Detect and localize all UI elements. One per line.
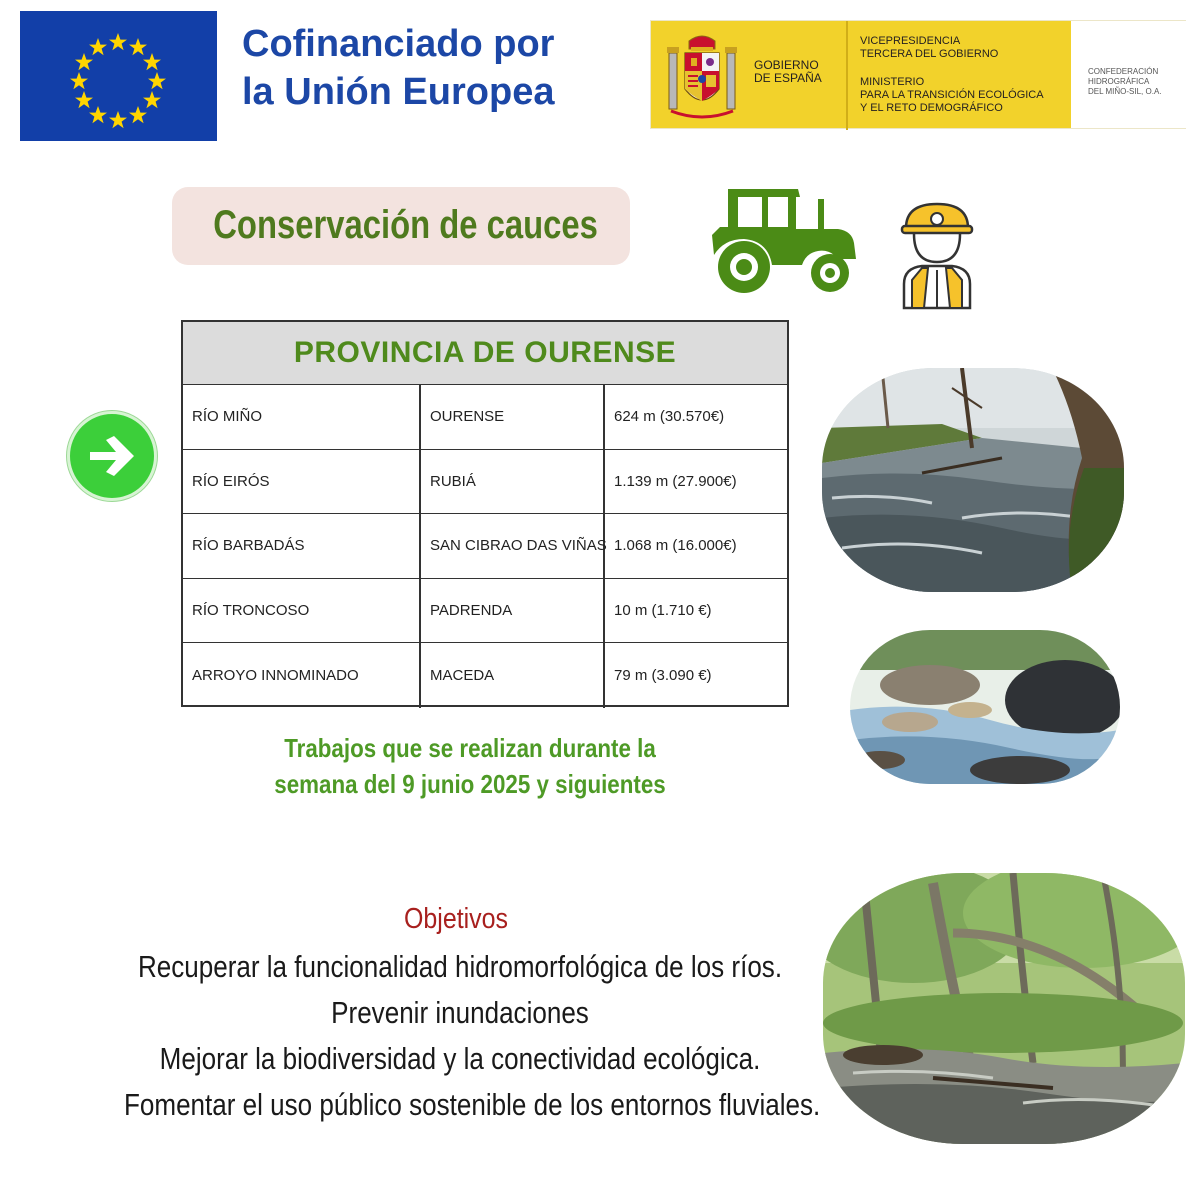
table-header — [183, 322, 787, 385]
extent-cell: 1.139 m (27.900€) — [614, 472, 737, 490]
worker-icon — [898, 200, 976, 310]
conf-line-1: CONFEDERACIÓN — [1088, 67, 1159, 76]
work-schedule-text — [229, 730, 711, 802]
ministry-line-2: PARA LA TRANSICIÓN ECOLÓGICA — [860, 89, 1044, 101]
river-photo-1 — [822, 368, 1124, 592]
gov-name-line-2: DE ESPAÑA — [754, 71, 822, 85]
province-name: PROVINCIA DE OURENSE — [293, 336, 677, 369]
vice-line-2: TERCERA DEL GOBIERNO — [860, 48, 999, 60]
municipality-cell: SAN CIBRAO DAS VIÑAS — [421, 514, 605, 578]
municipality-cell: OURENSE — [421, 385, 605, 449]
eu-stars-icon — [20, 11, 217, 141]
next-arrow-button[interactable] — [67, 411, 157, 501]
table-row — [183, 643, 787, 708]
river-cell: ARROYO INNOMINADO — [183, 643, 421, 708]
page-title: Conservación de cauces — [213, 203, 598, 247]
objective-item: Mejorar la biodiversidad y la conectividad ecológica. — [159, 1041, 761, 1076]
government-banner — [650, 20, 1186, 129]
confederation-box — [1071, 21, 1186, 128]
government-name — [754, 59, 834, 85]
river-cell: RÍO BARBADÁS — [183, 514, 421, 578]
province-table — [181, 320, 789, 707]
ministry-line-3: Y EL RETO DEMOGRÁFICO — [860, 102, 1003, 114]
work-line-1: Trabajos que se realizan durante la — [284, 733, 656, 763]
conf-line-2: HIDROGRÁFICA — [1088, 77, 1150, 86]
gov-name-line-1: GOBIERNO — [754, 58, 819, 72]
table-row — [183, 450, 787, 515]
table-row — [183, 385, 787, 450]
objectives-title: Objetivos — [404, 903, 508, 935]
table-row — [183, 514, 787, 579]
vice-line-1: VICEPRESIDENCIA — [860, 35, 961, 47]
eu-flag — [20, 11, 217, 141]
coat-of-arms-icon — [665, 31, 739, 121]
extent-cell: 10 m (1.710 €) — [614, 602, 712, 620]
municipality-cell: MACEDA — [421, 643, 605, 708]
objectives-list — [60, 944, 860, 1128]
ministry-line-1: MINISTERIO — [860, 76, 925, 88]
eu-cofinancing-label — [242, 20, 642, 116]
river-cell: RÍO MIÑO — [183, 385, 421, 449]
confederation-label — [1088, 67, 1184, 97]
gov-divider — [846, 21, 848, 130]
river-photo-2 — [850, 630, 1120, 784]
stream-image — [850, 630, 1120, 784]
eu-line-1: Cofinanciado por — [242, 23, 555, 65]
arrow-right-icon — [70, 414, 154, 498]
extent-cell: 624 m (30.570€) — [614, 408, 725, 426]
river-cell: RÍO EIRÓS — [183, 450, 421, 514]
municipality-cell: PADRENDA — [421, 579, 605, 643]
eu-line-2: la Unión Europea — [242, 71, 555, 113]
river-photo-3 — [823, 873, 1185, 1144]
work-line-2: semana del 9 junio 2025 y siguientes — [274, 769, 666, 799]
title-pill — [172, 187, 630, 265]
vicepresidency-label — [860, 35, 1070, 61]
objective-item: Prevenir inundaciones — [331, 995, 589, 1030]
objective-item: Fomentar el uso público sostenible de los entornos fluviales. — [124, 1087, 821, 1122]
extent-cell: 79 m (3.090 €) — [614, 667, 712, 685]
river-cell: RÍO TRONCOSO — [183, 579, 421, 643]
ministry-label — [860, 76, 1070, 115]
municipality-cell: RUBIÁ — [421, 450, 605, 514]
conf-line-3: DEL MIÑO-SIL, O.A. — [1088, 87, 1162, 96]
objective-item: Recuperar la funcionalidad hidromorfológica de los ríos. — [137, 949, 783, 984]
forest-river-image — [823, 873, 1185, 1144]
tractor-icon — [706, 185, 866, 297]
river-image — [822, 368, 1124, 592]
table-row — [183, 579, 787, 644]
extent-cell: 1.068 m (16.000€) — [614, 537, 737, 555]
